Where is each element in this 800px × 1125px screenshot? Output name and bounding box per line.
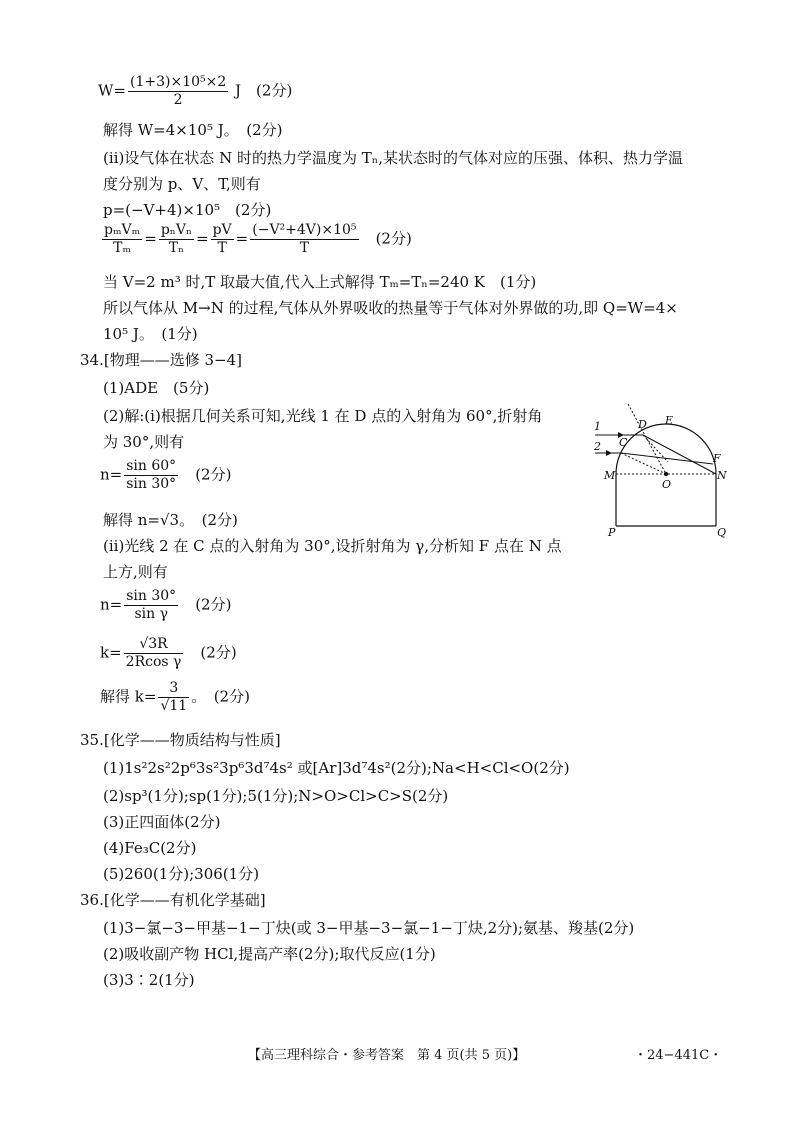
label-c: C: [619, 436, 628, 449]
text-line: (2)sp³(1分);sp(1分);5(1分);N>O>Cl>C>S(2分): [103, 787, 449, 805]
optics-diagram: [590, 402, 750, 542]
section-title-35: 35.[化学——物质结构与性质]: [80, 731, 281, 749]
eq-lhs: n=: [100, 595, 123, 614]
text-line: 所以气体从 M→N 的过程,气体从外界吸收的热量等于气体对外界做的功,即 Q=W=4×: [103, 299, 678, 317]
eq-work-frac: [128, 74, 228, 109]
refracted-ray-2: [621, 453, 713, 464]
eq-lhs: k=: [100, 643, 122, 662]
text-line: (1)ADE (5分): [103, 379, 210, 397]
eq-gas-law: $\frac{\text{pₘVₘ}}{\text{Tₘ}}$ = $\frac{\text{pₙVₙ}}{\text{Tₙ}}$ = $\frac{pV}{T}$ = $\frac{\text{(−V²+4V)×10⁵}}{T}$ (2分): [104, 222, 412, 256]
eq-k: [100, 636, 237, 671]
eq-work-num: (1+3)×10⁵×2: [130, 74, 227, 90]
eq-lhs: n=: [100, 465, 123, 484]
text-line: (ⅱ)设气体在状态 N 时的热力学温度为 Tₙ,某状态时的气体对应的压强、体积、热力学温: [103, 149, 683, 167]
text-line: (1)1s²2s²2p⁶3s²3p⁶3d⁷4s² 或[Ar]3d⁷4s²(2分);Na<H<Cl<O(2分): [103, 759, 570, 777]
footer-code: ・24−441C・: [634, 1048, 723, 1063]
label-2: 2: [594, 440, 601, 453]
frac-den: √11: [160, 698, 188, 714]
text-line: (ⅱ)光线 2 在 C 点的入射角为 30°,设折射角为 γ,分析知 F 点在 N 点: [103, 537, 562, 555]
eq-work-den: 2: [173, 92, 183, 108]
frac-num: pₙVₙ: [160, 222, 193, 238]
frac-num: √3R: [124, 636, 184, 654]
frac-den: sin γ: [134, 606, 168, 622]
frac: [124, 458, 178, 493]
frac-num: pₘVₘ: [104, 222, 141, 238]
section-title-34: 34.[物理——选修 3−4]: [80, 351, 242, 369]
text-line: 10⁵ J。 (1分): [103, 325, 198, 343]
frac: [158, 680, 189, 715]
text-line: (5)260(1分);306(1分): [103, 865, 260, 883]
label-m: M: [604, 469, 616, 482]
score: 。 (2分): [191, 687, 250, 706]
text-line: 当 V=2 m³ 时,T 取最大值,代入上式解得 Tₘ=Tₙ=240 K (1分): [103, 273, 537, 291]
text-line: (2)吸收副产物 HCl,提高产率(2分);取代反应(1分): [103, 945, 436, 963]
label-q: Q: [717, 526, 727, 539]
section-title-36: 36.[化学——有机化学基础]: [80, 891, 266, 909]
text-line: (3)3∶2(1分): [103, 971, 195, 989]
text-line: p=(−V+4)×10⁵ (2分): [103, 201, 272, 219]
frac-den: sin 30°: [126, 476, 177, 492]
eq-n1: [100, 458, 231, 493]
score: (2分): [375, 229, 412, 248]
score: (2分): [200, 643, 237, 662]
ray-2-arrow: [606, 450, 612, 456]
frac-den: Tₙ: [168, 240, 185, 256]
score: (2分): [195, 595, 232, 614]
frac: [124, 636, 184, 671]
frac-den: T: [217, 240, 227, 256]
eq-k-result: [100, 680, 250, 715]
text-line: 度分别为 p、V、T,则有: [103, 175, 261, 193]
frac-num: sin 30°: [126, 588, 177, 604]
frac: [124, 588, 178, 623]
frac-num: sin 60°: [126, 458, 177, 474]
frac: [102, 222, 142, 257]
eq-work: [98, 74, 292, 109]
eq-work-lhs: W=: [98, 81, 126, 100]
frac-num: 3: [158, 680, 189, 698]
frac-den: T: [299, 240, 310, 256]
frac: [211, 222, 234, 257]
label-1: 1: [594, 420, 601, 433]
score: (2分): [195, 465, 232, 484]
frac: [159, 222, 194, 257]
label-p: P: [608, 526, 616, 539]
label-n: N: [717, 469, 727, 482]
frac-den: Tₘ: [113, 240, 132, 256]
eq-work-score: J (2分): [230, 81, 293, 100]
text-line: (1)3−氯−3−甲基−1−丁炔(或 3−甲基−3−氯−1−丁炔,2分);氨基、羧基(2分): [103, 919, 635, 937]
eq-n2: [100, 588, 231, 623]
text-line: 为 30°,则有: [103, 433, 185, 451]
footer-page-info: 【高三理科综合・参考答案 第 4 页(共 5 页)】: [248, 1048, 526, 1063]
text-line: (4)Fe₃C(2分): [103, 839, 197, 857]
frac-num: pV: [212, 222, 232, 238]
frac-num: (−V²+4V)×10⁵: [252, 222, 357, 238]
text-line: 上方,则有: [103, 563, 168, 581]
frac: [250, 222, 358, 257]
label-f: F: [713, 452, 721, 465]
center-o: [664, 472, 668, 476]
text-line: (3)正四面体(2分): [103, 813, 221, 831]
frac-den: 2Rcos γ: [125, 654, 182, 670]
label-o: O: [662, 478, 672, 491]
text-line: 解得 n=√3。 (2分): [103, 511, 238, 529]
label-d: D: [638, 418, 647, 431]
text-line: (2)解:(ⅰ)根据几何关系可知,光线 1 在 D 点的入射角为 60°,折射角: [103, 407, 543, 425]
eq-lhs: 解得 k=: [100, 687, 157, 706]
text-line: 解得 W=4×10⁵ J。 (2分): [103, 121, 283, 139]
label-e: E: [665, 414, 674, 427]
